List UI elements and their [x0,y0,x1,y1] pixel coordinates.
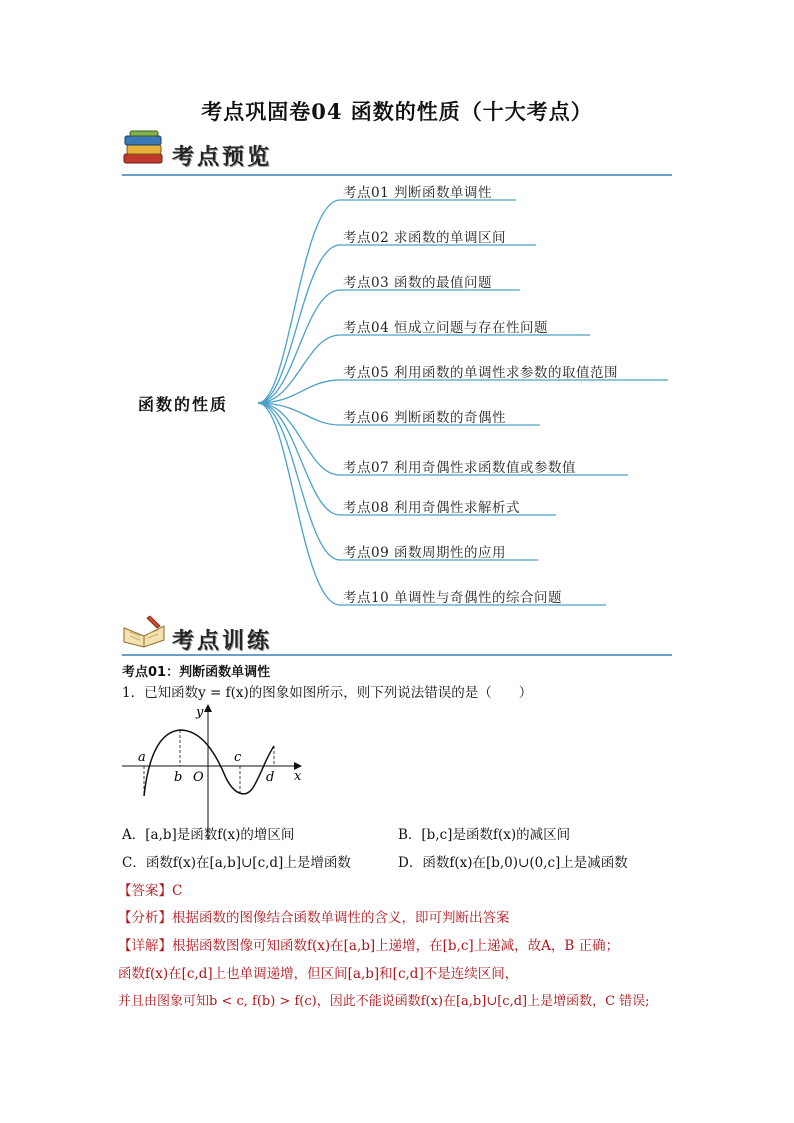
answer-value: C [172,883,183,899]
curve [144,730,274,796]
detail-text-1: 根据函数图像可知函数f(x)在[a,b]上递增，在[b,c]上递减，故A，B 正确； [172,938,620,954]
detail-line-2: 函数f(x)在[c,d]上也单调递增，但区间[a,b]和[c,d]不是连续区间， [118,966,519,982]
analysis-line [118,906,510,926]
label-d: d [266,770,275,785]
section-training-header [122,610,672,654]
connector-02 [258,245,340,403]
mindmap-branch-09: 考点09 函数周期性的应用 [343,545,506,561]
analysis-text: 根据函数的图像结合函数单调性的含义，即可判断出答案 [172,910,510,926]
page-title: 考点巩固卷04 函数的性质（十大考点） [201,99,593,124]
mindmap-branch-06: 考点06 判断函数的奇偶性 [343,410,506,426]
connector-03 [258,290,340,403]
mindmap-branch-03: 考点03 函数的最值问题 [343,275,492,291]
option-c[interactable]: C．函数f(x)在[a,b]∪[c,d]上是增函数 [122,855,351,871]
question-text: 1．已知函数y = f(x)的图象如图所示，则下列说法错误的是（ ） [122,685,533,701]
label-o: O [193,770,204,785]
option-a[interactable]: A．[a,b]是函数f(x)的增区间 [122,827,295,843]
mindmap-branch-01: 考点01 判断函数单调性 [343,185,492,201]
mindmap-branch-07: 考点07 利用奇偶性求函数值或参数值 [343,460,576,476]
label-b: b [174,770,183,785]
answer-tag: 【答案】 [118,883,172,899]
analysis-tag: 【分析】 [118,910,172,926]
detail-line-1 [118,934,619,954]
mindmap-branch-08: 考点08 利用奇偶性求解析式 [343,500,520,516]
mindmap-branch-10: 考点10 单调性与奇偶性的综合问题 [343,590,562,606]
section-preview-title: 考点预览 [172,145,273,170]
detail-line-3: 并且由图象可知b < c, f(b) > f(c)，因此不能说函数f(x)在[a,b]∪[c,d]上是增函数，C 错误; [118,994,650,1009]
mindmap-branch-02: 考点02 求函数的单调区间 [343,230,506,246]
connector-08 [258,403,340,515]
open-book-icon [122,614,166,648]
connector-09 [258,403,340,560]
mindmap-branch-05: 考点05 利用函数的单调性求参数的取值范围 [343,365,618,381]
section-training-rule [122,654,672,656]
detail-tag: 【详解】 [118,938,172,954]
label-x: x [294,769,302,784]
label-a: a [138,750,146,765]
label-c: c [234,750,242,765]
option-b[interactable]: B．[b,c]是函数f(x)的减区间 [398,827,571,843]
topic-heading: 考点01：判断函数单调性 [122,665,271,680]
section-training-title: 考点训练 [172,629,273,654]
mindmap-branch-04: 考点04 恒成立问题与存在性问题 [343,320,548,336]
connector-10 [258,403,340,605]
option-d[interactable]: D．函数f(x)在[b,0)∪(0,c]上是减函数 [398,855,628,871]
answer-line [118,879,182,899]
label-y: y [196,705,204,720]
connector-01 [258,200,340,403]
mindmap-root: 函数的性质 [138,395,229,414]
